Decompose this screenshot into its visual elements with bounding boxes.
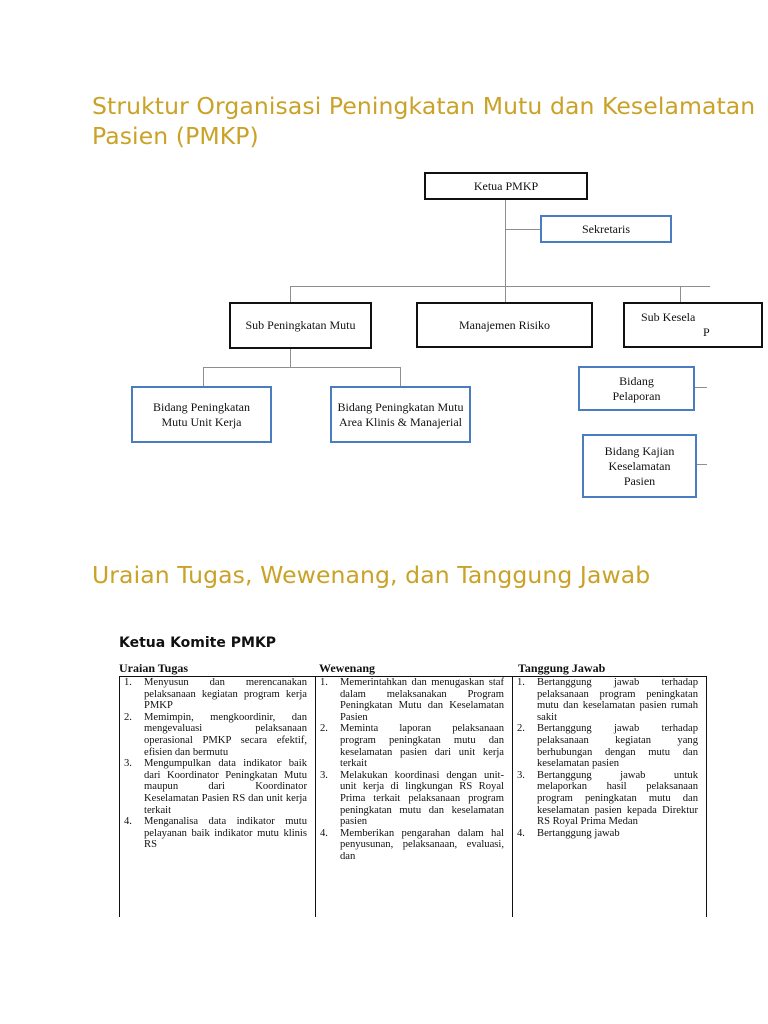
section-heading: Uraian Tugas, Wewenang, dan Tanggung Jawab: [92, 561, 651, 589]
list-item-text: Bertanggung jawab terhadap pelaksanaan program peningkatan mutu dan keselamatan pasien rumah sakit: [537, 677, 698, 723]
column-header-wewenang: Wewenang: [319, 661, 376, 675]
list-item: [316, 723, 504, 769]
list-item: [513, 723, 698, 769]
list-item-text: Memerintahkan dan menugaskan staf dalam melaksanakan Program Peningkatan Mutu dan Keselamatan Pasien: [340, 677, 504, 723]
column-header-uraian-tugas: Uraian Tugas: [119, 661, 189, 675]
list-item-number: 3.: [517, 769, 525, 781]
list-item-number: 3.: [320, 769, 328, 781]
list-item-number: 4.: [517, 827, 525, 839]
list-item: [513, 677, 698, 723]
list-item-number: 3.: [124, 758, 132, 770]
org-box-bidang-pelaporan: Bidang Pelaporan: [578, 366, 695, 411]
connector-line: [400, 367, 401, 386]
connector-line: [290, 349, 291, 367]
list-item-text: Melakukan koordinasi dengan unit-unit kerja di lingkungan RS Royal Prima terkait pelaksanaan program peningkatan mutu dan keselamatan pasien: [340, 769, 504, 828]
org-box-bidang-unit-kerja: Bidang Peningkatan Mutu Unit Kerja: [131, 386, 272, 443]
list-item: [316, 677, 504, 723]
connector-line: [505, 200, 506, 286]
list-item-number: 4.: [124, 816, 132, 828]
duties-table: [119, 676, 707, 917]
connector-line: [680, 286, 681, 302]
list-item-number: 1.: [517, 677, 525, 688]
connector-line: [290, 286, 710, 287]
list-item-text: Memimpin, mengkoordinir, dan mengevaluasi pelaksanaan operasional PMKP secara efektif, efisien dan bermutu: [144, 711, 307, 758]
list-item-number: 1.: [124, 677, 132, 688]
table-column-uraian-tugas: [120, 677, 316, 917]
list-item-number: 4.: [320, 827, 328, 839]
connector-line: [695, 387, 707, 388]
connector-line: [505, 286, 506, 302]
list-item-text: Bertanggung jawab untuk melaporkan hasil pelaksanaan program peningkatan mutu dan keselamatan pasien kepada Direktur RS Royal Prima Medan: [537, 769, 698, 828]
connector-line: [290, 286, 291, 302]
list-item-text: Bertanggung jawab: [537, 827, 620, 839]
subsection-heading: Ketua Komite PMKP: [119, 635, 277, 651]
table-column-wewenang: [316, 677, 513, 917]
list-item: [316, 828, 504, 863]
list-item: [316, 770, 504, 828]
list-item-number: 2.: [320, 723, 328, 735]
connector-line: [203, 367, 204, 386]
list-item: [513, 770, 698, 828]
list-item-text: Meminta laporan pelaksanaan program peningkatan mutu dan keselamatan pasien dari unit kerja terkait: [340, 723, 504, 770]
list-item-text: Bertanggung jawab terhadap pelaksanaan kegiatan yang berhubungan dengan mutu dan keselamatan pasien: [537, 723, 698, 770]
org-box-ketua: Ketua PMKP: [424, 172, 588, 200]
column-header-tanggung-jawab: Tanggung Jawab: [518, 661, 606, 675]
org-box-sub-keselamatan: [623, 302, 763, 348]
connector-line: [505, 229, 541, 230]
list-item-text: Menganalisa data indikator mutu pelayanan baik indikator mutu klinis RS: [144, 816, 307, 851]
list-item-number: 2.: [517, 723, 525, 735]
org-box-manajemen-risiko: Manajemen Risiko: [416, 302, 593, 348]
list-item-text: Menyusun dan merencanakan pelaksanaan kegiatan program kerja PMKP: [144, 677, 307, 712]
table-column-tanggung-jawab: [513, 677, 706, 917]
page-title: Struktur Organisasi Peningkatan Mutu dan Keselamatan Pasien (PMKP): [92, 92, 756, 150]
list-item: [120, 712, 307, 758]
org-box-bidang-area-klinis: Bidang Peningkatan Mutu Area Klinis & Manajerial: [330, 386, 471, 443]
list-item: [120, 816, 307, 851]
list-item: [120, 677, 307, 712]
list-item-number: 2.: [124, 711, 132, 723]
list-item: [513, 828, 698, 840]
list-item: [120, 758, 307, 816]
org-box-sekretaris: Sekretaris: [540, 215, 672, 243]
connector-line: [203, 367, 401, 368]
org-box-sub-peningkatan-mutu: Sub Peningkatan Mutu: [229, 302, 372, 349]
org-box-sub-keselamatan-label: Sub Kesela P: [641, 310, 710, 339]
list-item-number: 1.: [320, 677, 328, 688]
list-item-text: Memberikan pengarahan dalam hal penyusunan, pelaksanaan, evaluasi, dan: [340, 827, 504, 862]
connector-line: [697, 464, 707, 465]
org-box-bidang-kajian: Bidang Kajian Keselamatan Pasien: [582, 434, 697, 498]
list-item-text: Mengumpulkan data indikator baik dari Koordinator Peningkatan Mutu maupun dari Koordinator Keselamatan Pasien RS dan unit kerja terkait: [144, 758, 307, 816]
